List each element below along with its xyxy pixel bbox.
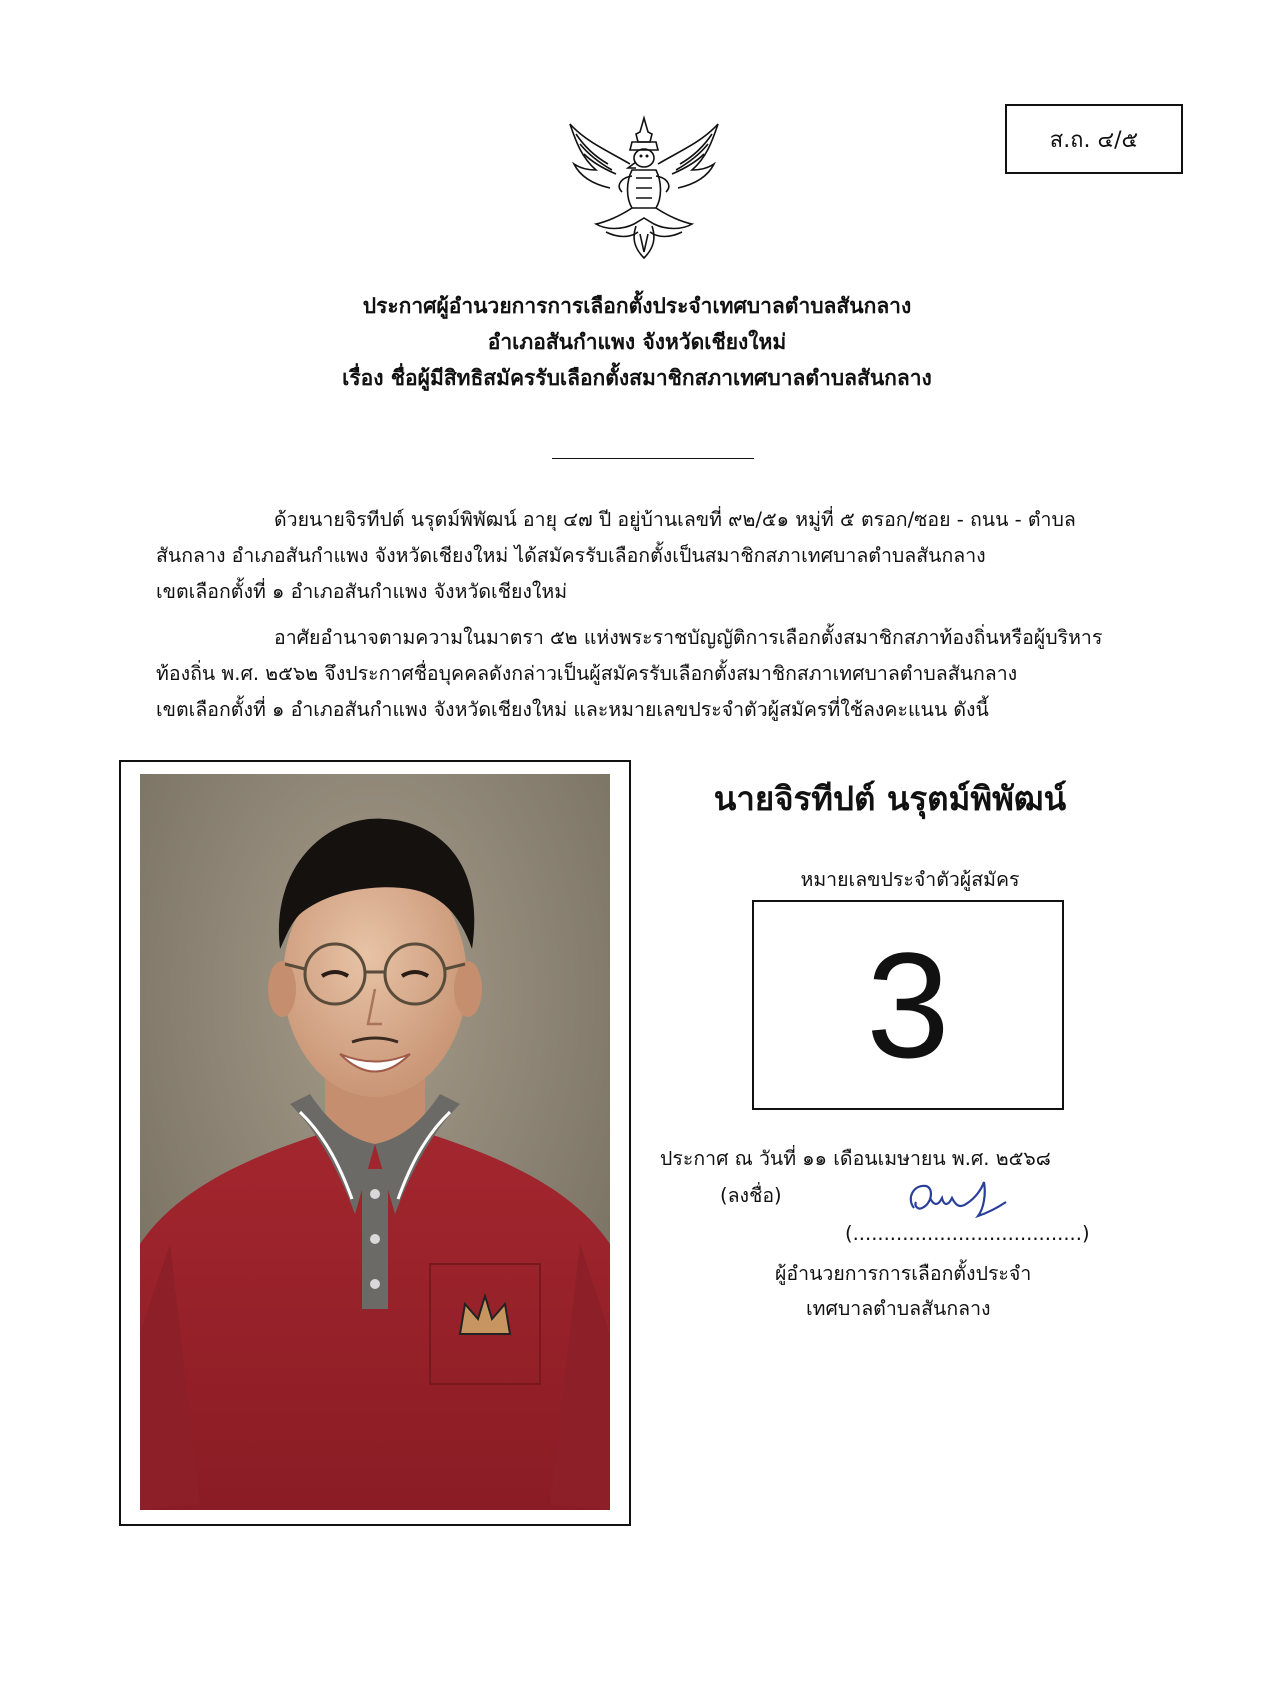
candidate-number: 3 [866, 921, 950, 1089]
paragraph-line: ท้องถิ่น พ.ศ. ๒๕๖๒ จึงประกาศชื่อบุคคลดังกล่าวเป็นผู้สมัครรับเลือกตั้งสมาชิกสภาเทศบาลตำบลสันกลาง [156, 662, 1018, 685]
candidate-name: นายจิรทีปต์ นรุตม์พิพัฒน์ [713, 779, 1067, 818]
paragraph-line: อาศัยอำนาจตามความในมาตรา ๕๒ แห่งพระราชบัญญัติการเลือกตั้งสมาชิกสภาท้องถิ่นหรือผู้บริหาร [274, 626, 1103, 649]
candidate-portrait-icon [140, 774, 610, 1510]
divider [552, 458, 754, 459]
signer-title-line2: เทศบาลตำบลสันกลาง [806, 1297, 991, 1320]
announcement-title: ประกาศผู้อำนวยการการเลือกตั้งประจำเทศบาลตำบลสันกลาง [362, 294, 912, 318]
paragraph-applicant [156, 502, 1156, 610]
candidate-number-box [752, 900, 1064, 1110]
paragraph-line: สันกลาง อำเภอสันกำแพง จังหวัดเชียงใหม่ ได้สมัครรับเลือกตั้งเป็นสมาชิกสภาเทศบาลตำบลสันกลาง [156, 544, 986, 567]
signer-title-line1: ผู้อำนวยการการเลือกตั้งประจำ [775, 1262, 1032, 1285]
candidate-number-caption: หมายเลขประจำตัวผู้สมัคร [800, 868, 1020, 891]
paragraph-line: เขตเลือกตั้งที่ ๑ อำเภอสันกำแพง จังหวัดเชียงใหม่ [156, 580, 568, 603]
signed-label: (ลงชื่อ) [720, 1184, 782, 1207]
announcement-date: ประกาศ ณ วันที่ ๑๑ เดือนเมษายน พ.ศ. ๒๕๖๘ [660, 1147, 1051, 1170]
signer-name-placeholder: (.....................................) [845, 1222, 1090, 1245]
paragraph-line: เขตเลือกตั้งที่ ๑ อำเภอสันกำแพง จังหวัดเชียงใหม่ และหมายเลขประจำตัวผู้สมัครที่ใช้ลงคะแนน ดังนี้ [156, 698, 989, 721]
candidate-photo [140, 774, 610, 1510]
signature-icon [900, 1178, 1010, 1228]
announcement-subject: เรื่อง ชื่อผู้มีสิทธิสมัครรับเลือกตั้งสมาชิกสภาเทศบาลตำบลสันกลาง [342, 366, 932, 390]
paragraph-authority [156, 620, 1156, 728]
announcement-district: อำเภอสันกำแพง จังหวัดเชียงใหม่ [487, 330, 787, 354]
form-code: ส.ถ. ๔/๕ [1049, 127, 1139, 153]
paragraph-line: ด้วยนายจิรทีปต์ นรุตม์พิพัฒน์ อายุ ๔๗ ปี อยู่บ้านเลขที่ ๙๒/๕๑ หมู่ที่ ๕ ตรอก/ซอย - ถนน - ตำบล [274, 508, 1076, 531]
garuda-emblem-icon [566, 112, 722, 262]
form-code-box [1005, 104, 1183, 174]
